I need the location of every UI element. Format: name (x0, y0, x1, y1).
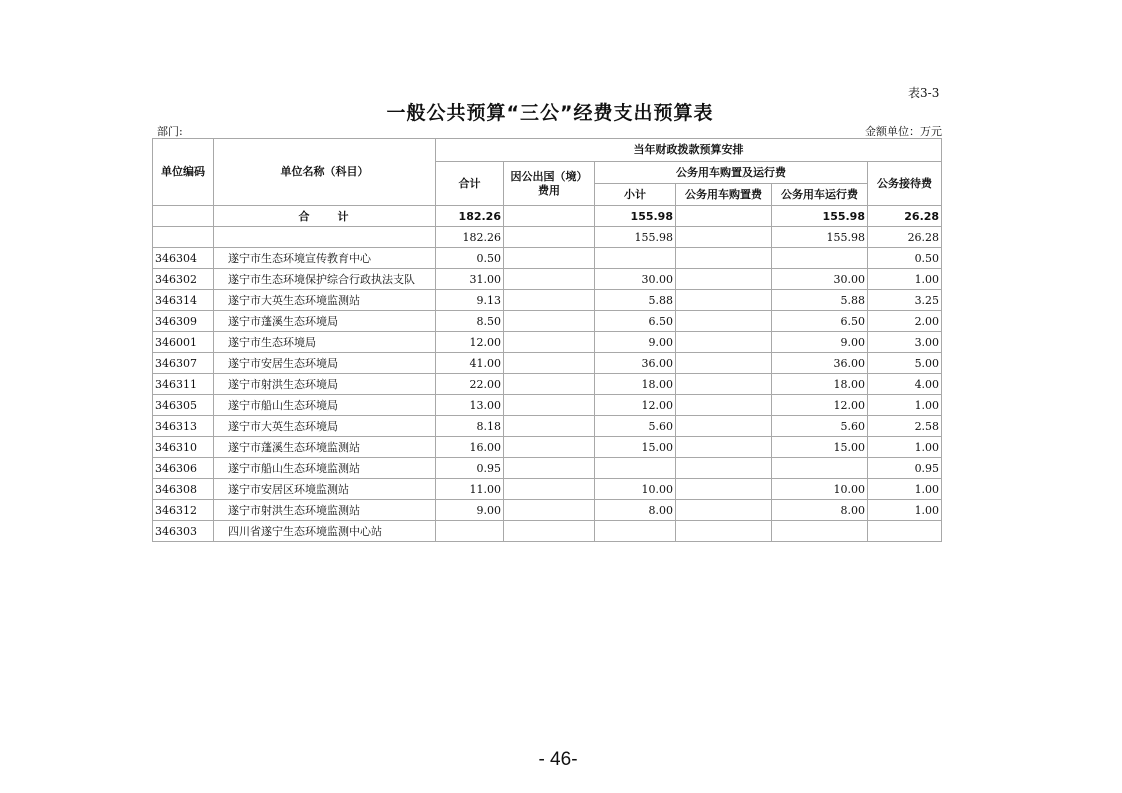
cell-name: 遂宁市安居生态环境局 (214, 353, 436, 374)
cell-subtotal (595, 458, 676, 479)
cell-reception: 3.00 (868, 332, 942, 353)
cell-code: 346311 (153, 374, 214, 395)
cell-subtotal: 30.00 (595, 269, 676, 290)
cell-purchase (676, 374, 772, 395)
cell-reception: 1.00 (868, 269, 942, 290)
table-row (153, 521, 942, 542)
cell-total: 13.00 (436, 395, 504, 416)
cell-abroad (504, 416, 595, 437)
header-vehicle-operation: 公务用车运行费 (772, 184, 868, 206)
cell-reception: 5.00 (868, 353, 942, 374)
cell-operation: 9.00 (772, 332, 868, 353)
cell-reception: 1.00 (868, 500, 942, 521)
cell-code (153, 206, 214, 227)
cell-total: 182.26 (436, 206, 504, 227)
cell-abroad (504, 269, 595, 290)
cell-abroad (504, 206, 595, 227)
table-row (153, 479, 942, 500)
cell-purchase (676, 290, 772, 311)
header-total: 合计 (436, 162, 504, 206)
header-vehicle-purchase: 公务用车购置费 (676, 184, 772, 206)
cell-name: 遂宁市生态环境宣传教育中心 (214, 248, 436, 269)
cell-total (436, 521, 504, 542)
cell-reception: 3.25 (868, 290, 942, 311)
cell-code: 346308 (153, 479, 214, 500)
cell-purchase (676, 332, 772, 353)
page-title: 一般公共预算“三公”经费支出预算表 (386, 102, 714, 124)
cell-purchase (676, 227, 772, 248)
header-abroad-line1: 因公出国（境） (510, 169, 588, 183)
cell-purchase (676, 206, 772, 227)
cell-operation (772, 521, 868, 542)
cell-abroad (504, 395, 595, 416)
cell-reception: 0.95 (868, 458, 942, 479)
cell-abroad (504, 248, 595, 269)
cell-code: 346303 (153, 521, 214, 542)
cell-subtotal: 12.00 (595, 395, 676, 416)
cell-total: 8.18 (436, 416, 504, 437)
cell-name: 遂宁市蓬溪生态环境局 (214, 311, 436, 332)
budget-table (152, 138, 942, 542)
cell-reception: 0.50 (868, 248, 942, 269)
cell-total: 0.95 (436, 458, 504, 479)
cell-code: 346314 (153, 290, 214, 311)
cell-purchase (676, 269, 772, 290)
header-abroad-line2: 费用 (538, 183, 560, 197)
header-reception-expense: 公务接待费 (868, 162, 942, 206)
header-vehicle-expense: 公务用车购置及运行费 (595, 162, 868, 184)
cell-name: 遂宁市射洪生态环境监测站 (214, 500, 436, 521)
cell-operation (772, 458, 868, 479)
header-unit-name: 单位名称（科目） (214, 139, 436, 206)
cell-operation: 8.00 (772, 500, 868, 521)
header-subtotal: 小计 (595, 184, 676, 206)
cell-code: 346302 (153, 269, 214, 290)
table-row (153, 332, 942, 353)
cell-code: 346307 (153, 353, 214, 374)
cell-name: 遂宁市生态环境保护综合行政执法支队 (214, 269, 436, 290)
cell-purchase (676, 416, 772, 437)
cell-operation: 18.00 (772, 374, 868, 395)
cell-operation: 6.50 (772, 311, 868, 332)
cell-reception: 1.00 (868, 479, 942, 500)
table-row (153, 500, 942, 521)
cell-purchase (676, 479, 772, 500)
table-row-total (153, 206, 942, 227)
cell-subtotal: 155.98 (595, 206, 676, 227)
header-unit-code: 单位编码 (153, 139, 214, 206)
cell-abroad (504, 311, 595, 332)
cell-total: 12.00 (436, 332, 504, 353)
cell-subtotal: 6.50 (595, 311, 676, 332)
page-number: - 46- (538, 749, 578, 770)
cell-name (214, 227, 436, 248)
cell-subtotal (595, 521, 676, 542)
cell-operation: 5.88 (772, 290, 868, 311)
table-row (153, 290, 942, 311)
cell-subtotal: 8.00 (595, 500, 676, 521)
cell-reception: 4.00 (868, 374, 942, 395)
cell-purchase (676, 353, 772, 374)
cell-name: 合 计 (214, 206, 436, 227)
table-row (153, 248, 942, 269)
cell-purchase (676, 395, 772, 416)
cell-name: 遂宁市船山生态环境监测站 (214, 458, 436, 479)
table-row (153, 395, 942, 416)
cell-code: 346304 (153, 248, 214, 269)
table-number: 表3-3 (908, 86, 940, 100)
cell-abroad (504, 437, 595, 458)
cell-subtotal (595, 248, 676, 269)
cell-reception (868, 521, 942, 542)
cell-total: 11.00 (436, 479, 504, 500)
cell-abroad (504, 479, 595, 500)
cell-code: 346312 (153, 500, 214, 521)
cell-abroad (504, 227, 595, 248)
cell-purchase (676, 437, 772, 458)
cell-name: 遂宁市大英生态环境监测站 (214, 290, 436, 311)
header-current-year-allocation: 当年财政拨款预算安排 (436, 139, 942, 162)
cell-operation: 10.00 (772, 479, 868, 500)
department-label: 部门: (157, 125, 183, 138)
cell-subtotal: 5.88 (595, 290, 676, 311)
cell-code: 346309 (153, 311, 214, 332)
cell-code: 346306 (153, 458, 214, 479)
cell-operation (772, 248, 868, 269)
amount-unit-label: 金额单位：万元 (865, 125, 942, 138)
cell-total: 22.00 (436, 374, 504, 395)
cell-code: 346305 (153, 395, 214, 416)
cell-reception: 2.00 (868, 311, 942, 332)
table-row (153, 458, 942, 479)
cell-code: 346310 (153, 437, 214, 458)
cell-name: 遂宁市船山生态环境局 (214, 395, 436, 416)
cell-name: 遂宁市安居区环境监测站 (214, 479, 436, 500)
cell-abroad (504, 521, 595, 542)
cell-operation: 155.98 (772, 227, 868, 248)
cell-name: 遂宁市蓬溪生态环境监测站 (214, 437, 436, 458)
cell-abroad (504, 353, 595, 374)
cell-name: 遂宁市大英生态环境局 (214, 416, 436, 437)
cell-purchase (676, 248, 772, 269)
cell-subtotal: 9.00 (595, 332, 676, 353)
cell-purchase (676, 311, 772, 332)
cell-subtotal: 18.00 (595, 374, 676, 395)
cell-total: 182.26 (436, 227, 504, 248)
cell-operation: 5.60 (772, 416, 868, 437)
cell-total: 31.00 (436, 269, 504, 290)
cell-total: 9.00 (436, 500, 504, 521)
cell-operation: 12.00 (772, 395, 868, 416)
table-row (153, 437, 942, 458)
cell-abroad (504, 458, 595, 479)
table-row (153, 416, 942, 437)
cell-abroad (504, 332, 595, 353)
cell-operation: 30.00 (772, 269, 868, 290)
cell-reception: 2.58 (868, 416, 942, 437)
header-abroad-expense (504, 162, 595, 206)
cell-code: 346313 (153, 416, 214, 437)
cell-code (153, 227, 214, 248)
cell-subtotal: 10.00 (595, 479, 676, 500)
cell-total: 16.00 (436, 437, 504, 458)
table-row (153, 353, 942, 374)
table-row (153, 311, 942, 332)
cell-abroad (504, 374, 595, 395)
cell-operation: 15.00 (772, 437, 868, 458)
cell-reception: 26.28 (868, 206, 942, 227)
cell-abroad (504, 290, 595, 311)
cell-name: 遂宁市射洪生态环境局 (214, 374, 436, 395)
cell-name: 遂宁市生态环境局 (214, 332, 436, 353)
cell-reception: 26.28 (868, 227, 942, 248)
cell-total: 0.50 (436, 248, 504, 269)
cell-operation: 36.00 (772, 353, 868, 374)
cell-reception: 1.00 (868, 437, 942, 458)
table-row (153, 374, 942, 395)
cell-code: 346001 (153, 332, 214, 353)
cell-abroad (504, 500, 595, 521)
cell-subtotal: 36.00 (595, 353, 676, 374)
cell-operation: 155.98 (772, 206, 868, 227)
cell-total: 9.13 (436, 290, 504, 311)
cell-total: 41.00 (436, 353, 504, 374)
table-row (153, 269, 942, 290)
cell-total: 8.50 (436, 311, 504, 332)
table-row (153, 227, 942, 248)
cell-subtotal: 5.60 (595, 416, 676, 437)
cell-subtotal: 155.98 (595, 227, 676, 248)
cell-purchase (676, 521, 772, 542)
cell-reception: 1.00 (868, 395, 942, 416)
cell-purchase (676, 500, 772, 521)
cell-subtotal: 15.00 (595, 437, 676, 458)
cell-purchase (676, 458, 772, 479)
cell-name: 四川省遂宁生态环境监测中心站 (214, 521, 436, 542)
